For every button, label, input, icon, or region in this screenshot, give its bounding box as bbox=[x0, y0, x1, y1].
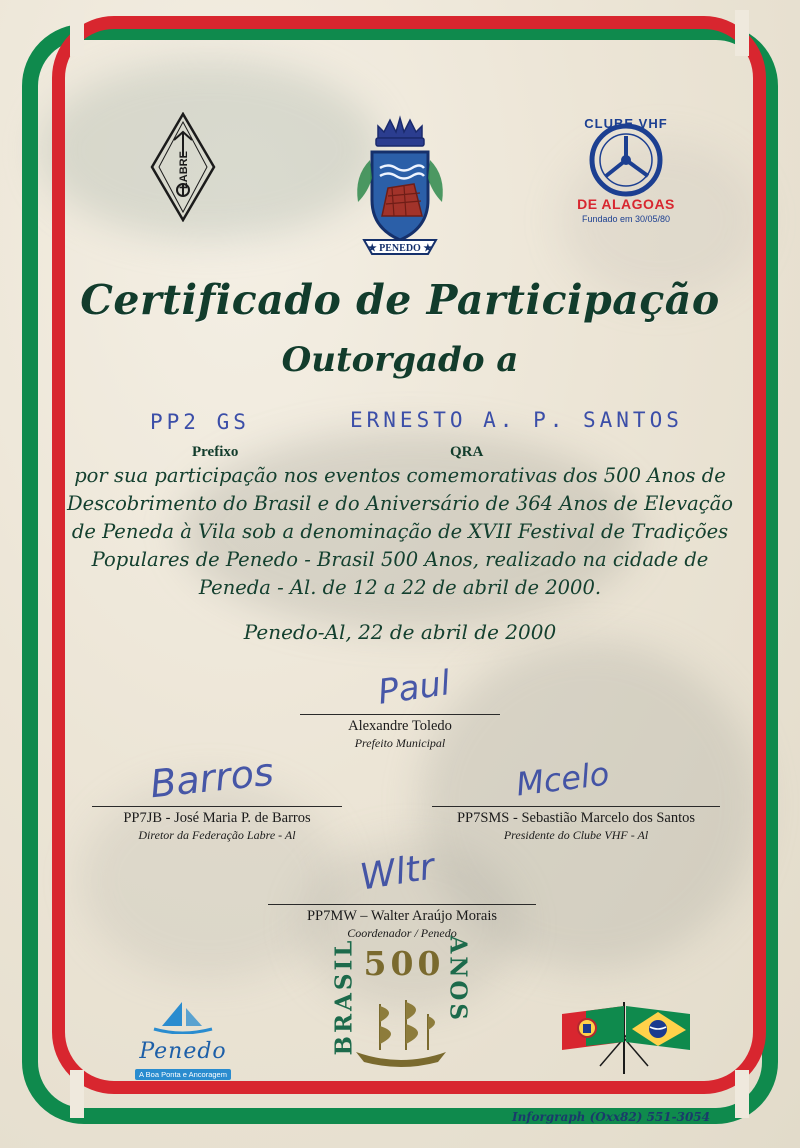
place-and-date: Penedo-Al, 22 de abril de 2000 bbox=[243, 620, 557, 644]
svg-text:LABRE: LABRE bbox=[178, 151, 190, 189]
certificate-subtitle: Outorgado a bbox=[281, 340, 519, 380]
brasil500-left-word: BRASIL bbox=[330, 937, 358, 1056]
signature-line bbox=[92, 806, 342, 807]
signature-role: Prefeito Municipal bbox=[354, 736, 446, 750]
certificate-body-text: por sua participação nos eventos comemorativas dos 500 Anos de Descobrimento do Brasil e do Aniversário de 364 Anos de Elevação de Peneda à Vila sob a denominação de XVII Festival de Tradições Populares de Penedo - Brasil 500 Anos, realizado na cidade de Peneda - Al. de 12 a 22 de abril de 2000. bbox=[66, 464, 734, 599]
signature-line bbox=[300, 714, 500, 715]
signature-block-coordinator bbox=[268, 904, 536, 941]
flags-icon bbox=[540, 996, 710, 1076]
printer-credit: Inforgraph (Oxx82) 551-3054 bbox=[511, 1110, 710, 1124]
signature-scribble: Wltr bbox=[357, 846, 438, 899]
border-cut-mark bbox=[70, 10, 84, 56]
prefix-label: Prefixo bbox=[192, 444, 239, 460]
signature-role: Coordenador / Penedo bbox=[347, 926, 457, 940]
qra-value: ERNESTO A. P. SANTOS bbox=[350, 408, 683, 432]
labre-emblem-icon bbox=[150, 112, 216, 222]
signature-role: Presidente do Clube VHF - Al bbox=[503, 828, 649, 842]
signature-line bbox=[432, 806, 720, 807]
signature-scribble: Paul bbox=[375, 663, 453, 713]
signature-block-labre bbox=[92, 806, 342, 843]
penedo-logo bbox=[128, 1000, 238, 1082]
border-cut-mark bbox=[70, 1070, 84, 1118]
border-cut-mark bbox=[735, 1070, 749, 1118]
border-cut-mark bbox=[735, 10, 749, 56]
clube-ring-icon bbox=[584, 118, 668, 202]
signature-block-mayor bbox=[300, 714, 500, 751]
caravel-ship-icon bbox=[346, 994, 456, 1074]
signature-scribble: Barros bbox=[148, 749, 276, 807]
certificate-title: Certificado de Participação bbox=[80, 276, 720, 324]
clube-founded-text: Fundado em 30/05/80 bbox=[581, 214, 671, 224]
brasil-500-anos-logo bbox=[300, 935, 500, 1098]
clube-top-text: CLUBE VHF bbox=[584, 116, 668, 131]
clube-bottom-text: DE ALAGOAS bbox=[577, 196, 675, 212]
emblem-row bbox=[0, 104, 800, 274]
signature-scribble: Mcelo bbox=[514, 754, 612, 804]
signature-name: PP7SMS - Sebastião Marcelo dos Santos bbox=[456, 810, 696, 826]
recipient-fields bbox=[120, 404, 683, 460]
penedo-logo-tagline: A Boa Ponta e Ancoragem bbox=[135, 1069, 231, 1080]
signature-name: PP7JB - José Maria P. de Barros bbox=[123, 810, 311, 826]
penedo-logo-word: Penedo bbox=[139, 1039, 227, 1064]
signature-role: Diretor da Federação Labre - Al bbox=[138, 828, 296, 842]
signature-line bbox=[268, 904, 536, 905]
signature-name: Alexandre Toledo bbox=[348, 718, 452, 734]
sailboat-icon bbox=[148, 1000, 218, 1034]
qra-label: QRA bbox=[450, 444, 484, 460]
clube-vhf-emblem bbox=[556, 118, 696, 222]
svg-text:★ PENEDO ★: ★ PENEDO ★ bbox=[367, 243, 433, 254]
prefix-value: PP2 GS bbox=[150, 410, 250, 434]
signature-block-clube bbox=[432, 806, 720, 843]
coat-of-arms-icon bbox=[330, 104, 470, 264]
signature-name: PP7MW – Walter Araújo Morais bbox=[306, 908, 497, 924]
brasil500-number: 500 bbox=[363, 944, 445, 983]
brasil500-right-word: ANOS bbox=[444, 935, 472, 1024]
